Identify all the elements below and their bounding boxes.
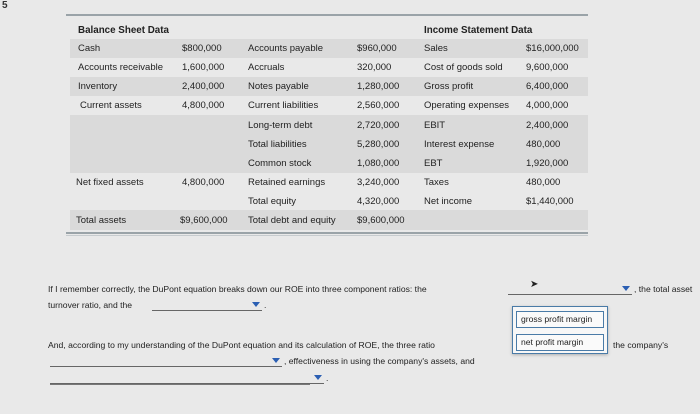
income-value: 9,600,000 [526, 62, 569, 73]
balance-sheet-header: Balance Sheet Data [78, 25, 169, 36]
asset-label: Accounts receivable [78, 62, 164, 73]
income-label: EBIT [424, 120, 446, 131]
chevron-down-icon [314, 375, 322, 380]
row-band [70, 77, 588, 96]
income-value: 1,920,000 [526, 158, 569, 169]
row-band [70, 39, 588, 58]
liability-value: 320,000 [357, 62, 392, 73]
liability-label: Total liabilities [248, 139, 307, 150]
income-label: Cost of goods sold [424, 62, 503, 73]
question-line-2: turnover ratio, and the [48, 300, 133, 310]
option-gross-profit-margin[interactable]: gross profit margin [516, 311, 604, 328]
row-band [70, 115, 588, 173]
chevron-down-icon [622, 286, 630, 291]
income-label: EBT [424, 158, 443, 169]
income-value: 480,000 [526, 139, 561, 150]
income-label: Net income [424, 196, 473, 207]
table-bottom-rule-thin [66, 235, 588, 236]
asset-value: $800,000 [182, 43, 222, 54]
dropdown-options-popup [512, 306, 608, 354]
ratio-dropdown-1[interactable] [508, 283, 632, 295]
total-assets-value: $9,600,000 [180, 215, 228, 226]
asset-label: Current assets [80, 100, 142, 111]
income-value: 6,400,000 [526, 81, 569, 92]
liability-value: 3,240,000 [357, 177, 400, 188]
chevron-down-icon [252, 302, 260, 307]
table-top-rule [66, 14, 588, 16]
liability-value: 5,280,000 [357, 139, 400, 150]
table-bottom-rule [66, 232, 588, 234]
income-value: 480,000 [526, 177, 561, 188]
liability-label: Notes payable [248, 81, 309, 92]
liability-label: Total debt and equity [248, 215, 336, 226]
net-fixed-assets-label: Net fixed assets [76, 177, 144, 188]
income-label: Taxes [424, 177, 449, 188]
income-label: Sales [424, 43, 448, 54]
asset-value: 2,400,000 [182, 81, 225, 92]
question-line-1-end: , the total asset [634, 284, 693, 294]
liability-value: 2,720,000 [357, 120, 400, 131]
option-net-profit-margin[interactable]: net profit margin [516, 334, 604, 351]
income-value: 4,000,000 [526, 100, 569, 111]
liability-label: Accounts payable [248, 43, 323, 54]
liability-value: $960,000 [357, 43, 397, 54]
mouse-cursor-icon: ➤ [530, 279, 539, 290]
liability-value: 1,080,000 [357, 158, 400, 169]
ratio-dropdown-4[interactable] [50, 372, 324, 384]
liability-label: Long-term debt [248, 120, 313, 131]
total-assets-label: Total assets [76, 215, 127, 226]
underline-divider [50, 384, 310, 385]
ratio-dropdown-2[interactable] [152, 299, 262, 311]
chevron-down-icon [272, 358, 280, 363]
liability-value: $9,600,000 [357, 215, 405, 226]
liability-label: Accruals [248, 62, 285, 73]
page-number: 5 [2, 0, 8, 11]
liability-label: Current liabilities [248, 100, 319, 111]
question-line-5: . [326, 373, 329, 383]
income-label: Interest expense [424, 139, 495, 150]
liability-value: 2,560,000 [357, 100, 400, 111]
asset-value: 1,600,000 [182, 62, 225, 73]
question-line-2-end: . [264, 300, 267, 310]
liability-label: Common stock [248, 158, 312, 169]
liability-label: Total equity [248, 196, 297, 207]
income-statement-header: Income Statement Data [424, 25, 533, 36]
ratio-dropdown-3[interactable] [50, 355, 282, 367]
income-label: Operating expenses [424, 100, 510, 111]
question-line-3-end: the company's [613, 340, 669, 350]
income-value: $1,440,000 [526, 196, 574, 207]
net-fixed-assets-value: 4,800,000 [182, 177, 225, 188]
asset-label: Cash [78, 43, 101, 54]
liability-value: 1,280,000 [357, 81, 400, 92]
liability-value: 4,320,000 [357, 196, 400, 207]
asset-label: Inventory [78, 81, 118, 92]
question-line-1: If I remember correctly, the DuPont equation breaks down our ROE into three component ratios: the [48, 284, 427, 294]
question-line-3: And, according to my understanding of the DuPont equation and its calculation of ROE, the three ratio [48, 340, 435, 350]
liability-label: Retained earnings [248, 177, 326, 188]
income-value: 2,400,000 [526, 120, 569, 131]
question-line-4: , effectiveness in using the company's assets, and [284, 356, 475, 366]
income-value: $16,000,000 [526, 43, 579, 54]
income-label: Gross profit [424, 81, 474, 92]
asset-value: 4,800,000 [182, 100, 225, 111]
